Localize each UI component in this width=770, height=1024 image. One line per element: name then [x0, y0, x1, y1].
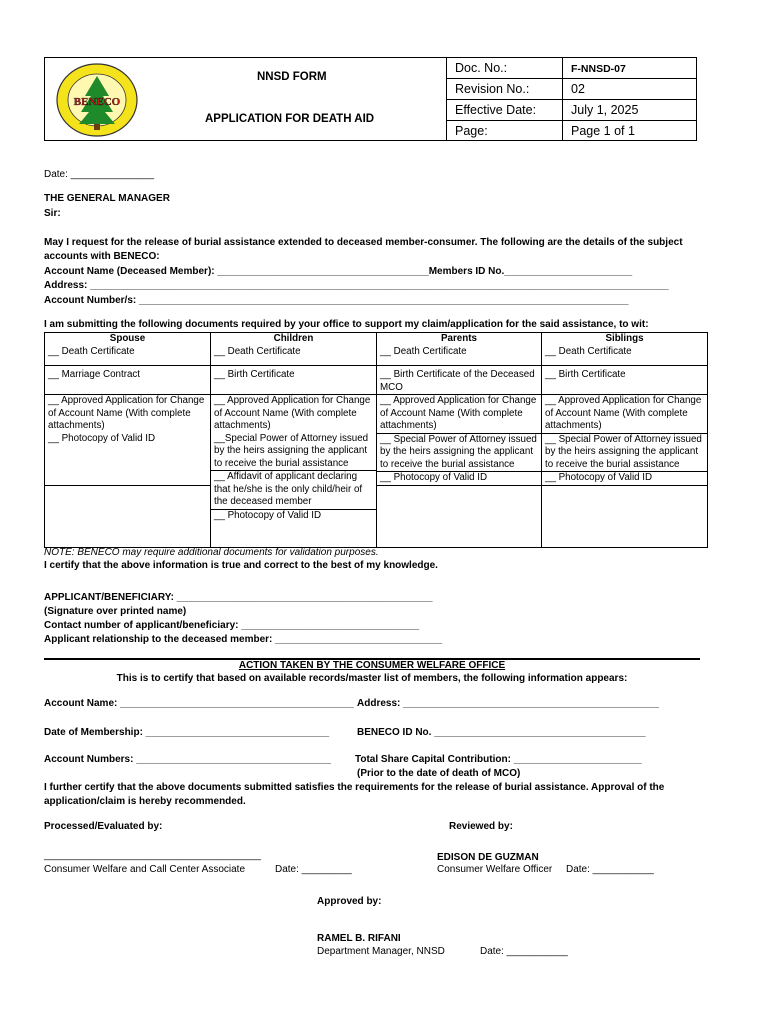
- column-children: Children: [211, 333, 377, 346]
- revision-value: 02: [571, 82, 585, 96]
- checkbox-item[interactable]: __ Approved Application for Change of Account Name (With complete attachments): [214, 395, 371, 431]
- checkbox-item[interactable]: __ Photocopy of Valid ID: [211, 509, 376, 523]
- children-cell: [211, 395, 377, 548]
- approver-date[interactable]: Date: ___________: [480, 946, 568, 957]
- office-address[interactable]: Address: ______________________________________________: [357, 698, 659, 709]
- processed-date[interactable]: Date: _________: [275, 864, 352, 875]
- checkbox-item[interactable]: __ Death Certificate: [211, 346, 377, 366]
- checkbox-item[interactable]: __ Birth Certificate of the Deceased MCO: [377, 366, 542, 395]
- request-text: May I request for the release of burial assistance extended to deceased member-consumer. The following are the details of the subject: [44, 237, 683, 248]
- page-value: Page 1 of 1: [571, 124, 635, 138]
- reviewer-role: Consumer Welfare Officer: [437, 864, 553, 875]
- date-line: Date: _______________: [44, 169, 155, 180]
- revision-label: Revision No.:: [455, 82, 530, 96]
- form-name: NNSD FORM: [257, 71, 327, 83]
- parents-cell: [377, 395, 542, 486]
- address-field[interactable]: Address: ________________________________________________________________________________________________________: [44, 280, 669, 291]
- approver-name: RAMEL B. RIFANI: [317, 933, 401, 944]
- approver-role: Department Manager, NNSD: [317, 946, 445, 957]
- office-account-numbers[interactable]: Account Numbers: ___________________________________: [44, 754, 331, 765]
- signature-line[interactable]: _______________________________________: [44, 850, 261, 861]
- beneco-logo: [55, 62, 139, 138]
- checkbox-item[interactable]: __ Photocopy of Valid ID: [377, 471, 541, 485]
- checkbox-item[interactable]: __ Photocopy of Valid ID: [542, 471, 707, 485]
- certify-text: I certify that the above information is true and correct to the best of my knowledge.: [44, 560, 438, 571]
- column-siblings: Siblings: [542, 333, 708, 346]
- checkbox-item[interactable]: __ Marriage Contract: [45, 366, 211, 395]
- checkbox-item[interactable]: __ Approved Application for Change of Account Name (With complete attachments): [380, 395, 537, 431]
- checkbox-item[interactable]: __ Death Certificate: [377, 346, 542, 366]
- documents-lead: I am submitting the following documents required by your office to support my claim/application for the said assistance, to wit:: [44, 319, 649, 330]
- checkbox-item[interactable]: __Special Power of Attorney issued by the heirs assigning the applicant to receive the burial assistance: [214, 432, 369, 469]
- doc-no-value: F-NNSD-07: [571, 63, 626, 75]
- empty-cell: [377, 485, 542, 547]
- approved-label: Approved by:: [317, 896, 382, 907]
- processed-label: Processed/Evaluated by:: [44, 821, 163, 832]
- account-numbers-field[interactable]: Account Number/s: ________________________________________________________________________________________: [44, 295, 629, 306]
- note-text: NOTE: BENECO may require additional documents for validation purposes.: [44, 547, 379, 558]
- column-parents: Parents: [377, 333, 542, 346]
- checkbox-item[interactable]: __ Approved Application for Change of Account Name (With complete attachments): [48, 395, 205, 431]
- date-of-membership[interactable]: Date of Membership: _________________________________: [44, 727, 330, 738]
- checkbox-item[interactable]: __ Special Power of Attorney issued by the heirs assigning the applicant to receive the burial assistance: [542, 433, 707, 472]
- checkbox-item[interactable]: __ Death Certificate: [45, 346, 211, 366]
- reviewer-name: EDISON DE GUZMAN: [437, 852, 539, 863]
- reviewed-label: Reviewed by:: [449, 821, 513, 832]
- checkbox-item[interactable]: __ Birth Certificate: [211, 366, 377, 395]
- addressee: THE GENERAL MANAGER: [44, 193, 170, 204]
- checkbox-item[interactable]: __ Approved Application for Change of Account Name (With complete attachments): [545, 395, 702, 431]
- checkbox-item[interactable]: __ Photocopy of Valid ID: [48, 432, 156, 444]
- salutation: Sir:: [44, 208, 61, 219]
- signature-caption: (Signature over printed name): [44, 606, 187, 617]
- processed-role: Consumer Welfare and Call Center Associate: [44, 864, 246, 875]
- account-name-field[interactable]: Account Name (Deceased Member): ______________________________________Members ID No._______________________: [44, 266, 633, 277]
- reviewer-date[interactable]: Date: ___________: [566, 864, 654, 875]
- checkbox-item[interactable]: __ Affidavit of applicant declaring that he/she is the only child/heir of the deceased member: [211, 470, 376, 509]
- form-header: [44, 57, 697, 141]
- share-capital-note: (Prior to the date of death of MCO): [357, 768, 521, 779]
- empty-cell: [45, 485, 211, 547]
- form-title: APPLICATION FOR DEATH AID: [205, 113, 375, 125]
- effective-date-label: Effective Date:: [455, 103, 537, 117]
- further-certify-2: application/claim is hereby recommended.: [44, 796, 246, 807]
- beneco-id[interactable]: BENECO ID No. ______________________________________: [357, 727, 646, 738]
- further-certify: I further certify that the above documents submitted satisfies the requirements for the release of burial assistance. Approval of the: [44, 782, 665, 793]
- page-label: Page:: [455, 124, 488, 138]
- svg-text:BENECO: BENECO: [73, 96, 121, 108]
- office-account-name[interactable]: Account Name: __________________________________________: [44, 698, 354, 709]
- checkbox-item[interactable]: __ Birth Certificate: [542, 366, 708, 395]
- office-heading: ACTION TAKEN BY THE CONSUMER WELFARE OFFICE: [238, 660, 506, 671]
- spouse-cell: [45, 395, 211, 486]
- documents-table: [44, 332, 708, 548]
- relationship-field[interactable]: Applicant relationship to the deceased member: ______________________________: [44, 634, 443, 645]
- applicant-field[interactable]: APPLICANT/BENEFICIARY: ______________________________________________: [44, 592, 433, 603]
- checkbox-item[interactable]: __ Special Power of Attorney issued by the heirs assigning the applicant to receive the burial assistance: [377, 433, 541, 472]
- column-spouse: Spouse: [45, 333, 211, 346]
- effective-date-value: July 1, 2025: [571, 103, 639, 117]
- checkbox-item[interactable]: __ Death Certificate: [542, 346, 708, 366]
- contact-number-field[interactable]: Contact number of applicant/beneficiary: ________________________________: [44, 620, 420, 631]
- empty-cell: [542, 485, 708, 547]
- request-text-2: accounts with BENECO:: [44, 251, 160, 262]
- share-capital[interactable]: Total Share Capital Contribution: _______________________: [355, 754, 642, 765]
- office-subheading: This is to certify that based on available records/master list of members, the following information appears:: [116, 673, 628, 684]
- doc-no-label: Doc. No.:: [455, 61, 508, 75]
- siblings-cell: [542, 395, 708, 486]
